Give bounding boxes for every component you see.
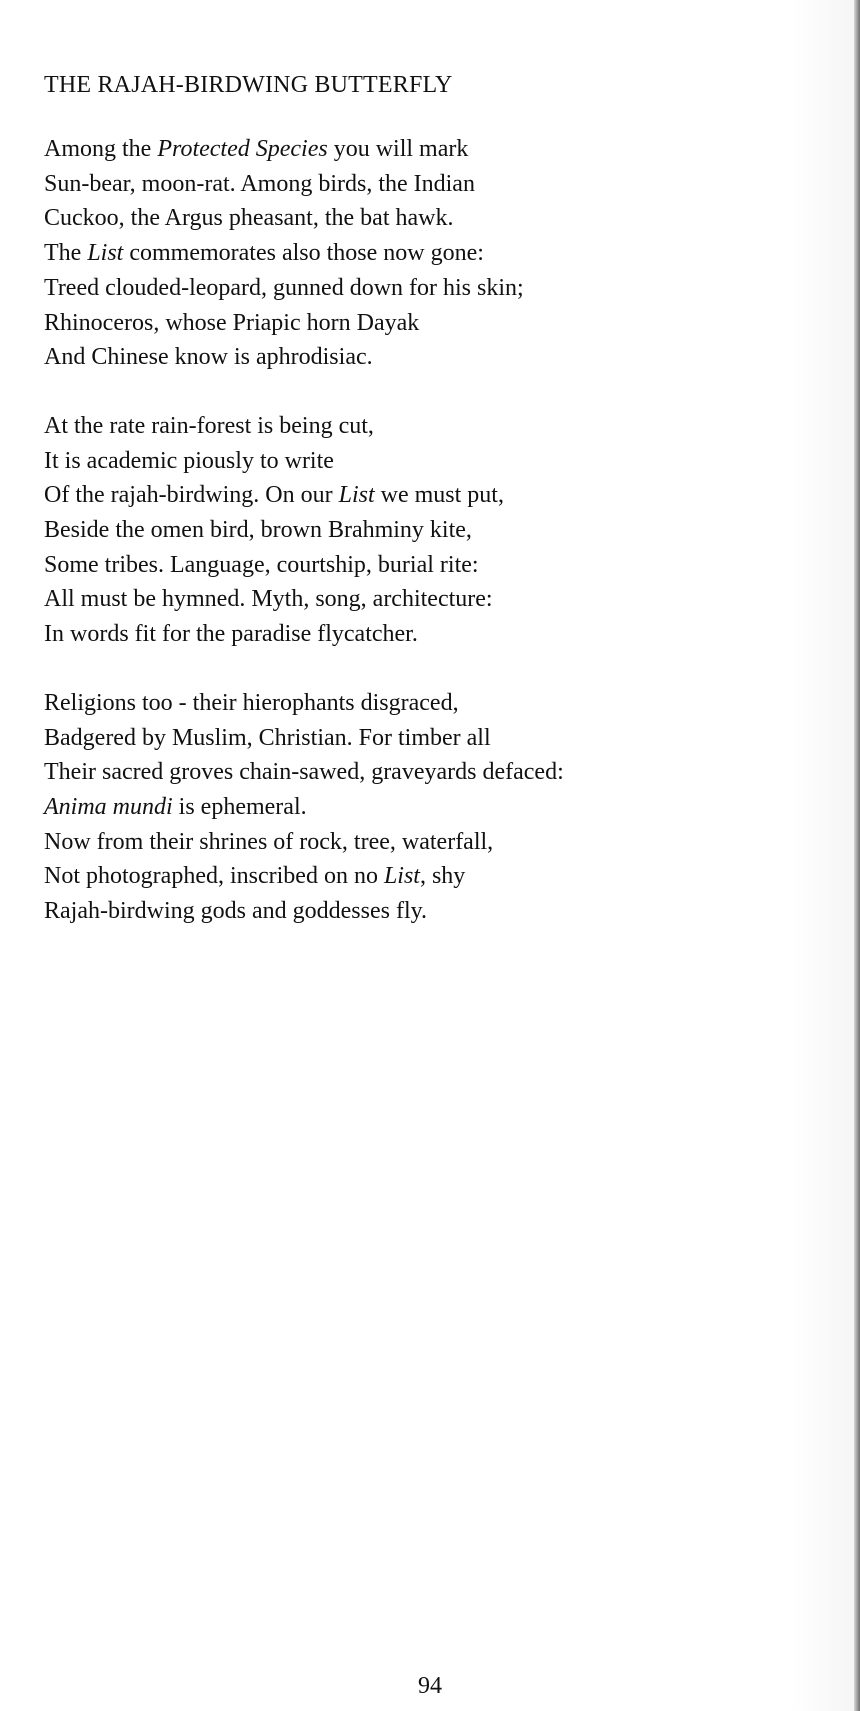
poem-line: At the rate rain-forest is being cut,: [44, 412, 374, 439]
stanza-1: [44, 132, 804, 375]
stanza-2: [44, 409, 804, 652]
poem-line: Their sacred groves chain-sawed, graveyards defaced:: [44, 759, 564, 786]
poem-line: In words fit for the paradise flycatcher.: [44, 621, 418, 648]
poem-line: Some tribes. Language, courtship, burial rite:: [44, 551, 479, 578]
poem-line: Among the Protected Species you will mark: [44, 136, 469, 162]
poem-line: Sun-bear, moon-rat. Among birds, the Indian: [44, 170, 475, 197]
poem-line: Rajah-birdwing gods and goddesses fly.: [44, 898, 428, 925]
poem-line: The List commemorates also those now gone:: [44, 240, 484, 267]
poem-line: Now from their shrines of rock, tree, waterfall,: [44, 828, 494, 855]
poem-line: Not photographed, inscribed on no List, shy: [44, 863, 466, 890]
stanza-3: [44, 686, 804, 929]
poem-line: Badgered by Muslim, Christian. For timber all: [44, 724, 491, 751]
poem-title: THE RAJAH-BIRDWING BUTTERFLY: [44, 72, 453, 98]
poem-line: Religions too - their hierophants disgraced,: [44, 689, 459, 716]
poem-line: Anima mundi is ephemeral.: [44, 793, 307, 820]
poem: [44, 60, 804, 963]
page-number: 94: [418, 1673, 442, 1699]
poem-line: Treed clouded-leopard, gunned down for his skin;: [44, 274, 524, 301]
poem-line: It is academic piously to write: [44, 447, 334, 474]
poem-line: Cuckoo, the Argus pheasant, the bat hawk.: [44, 205, 454, 232]
poem-line: Beside the omen bird, brown Brahminy kite,: [44, 517, 472, 544]
poem-line: Rhinoceros, whose Priapic horn Dayak: [44, 309, 420, 336]
poem-line: Of the rajah-birdwing. On our List we must put,: [44, 482, 504, 509]
page-edge-shadow: [854, 0, 860, 1711]
poem-line: All must be hymned. Myth, song, architecture:: [44, 586, 493, 613]
poem-line: And Chinese know is aphrodisiac.: [44, 344, 373, 371]
